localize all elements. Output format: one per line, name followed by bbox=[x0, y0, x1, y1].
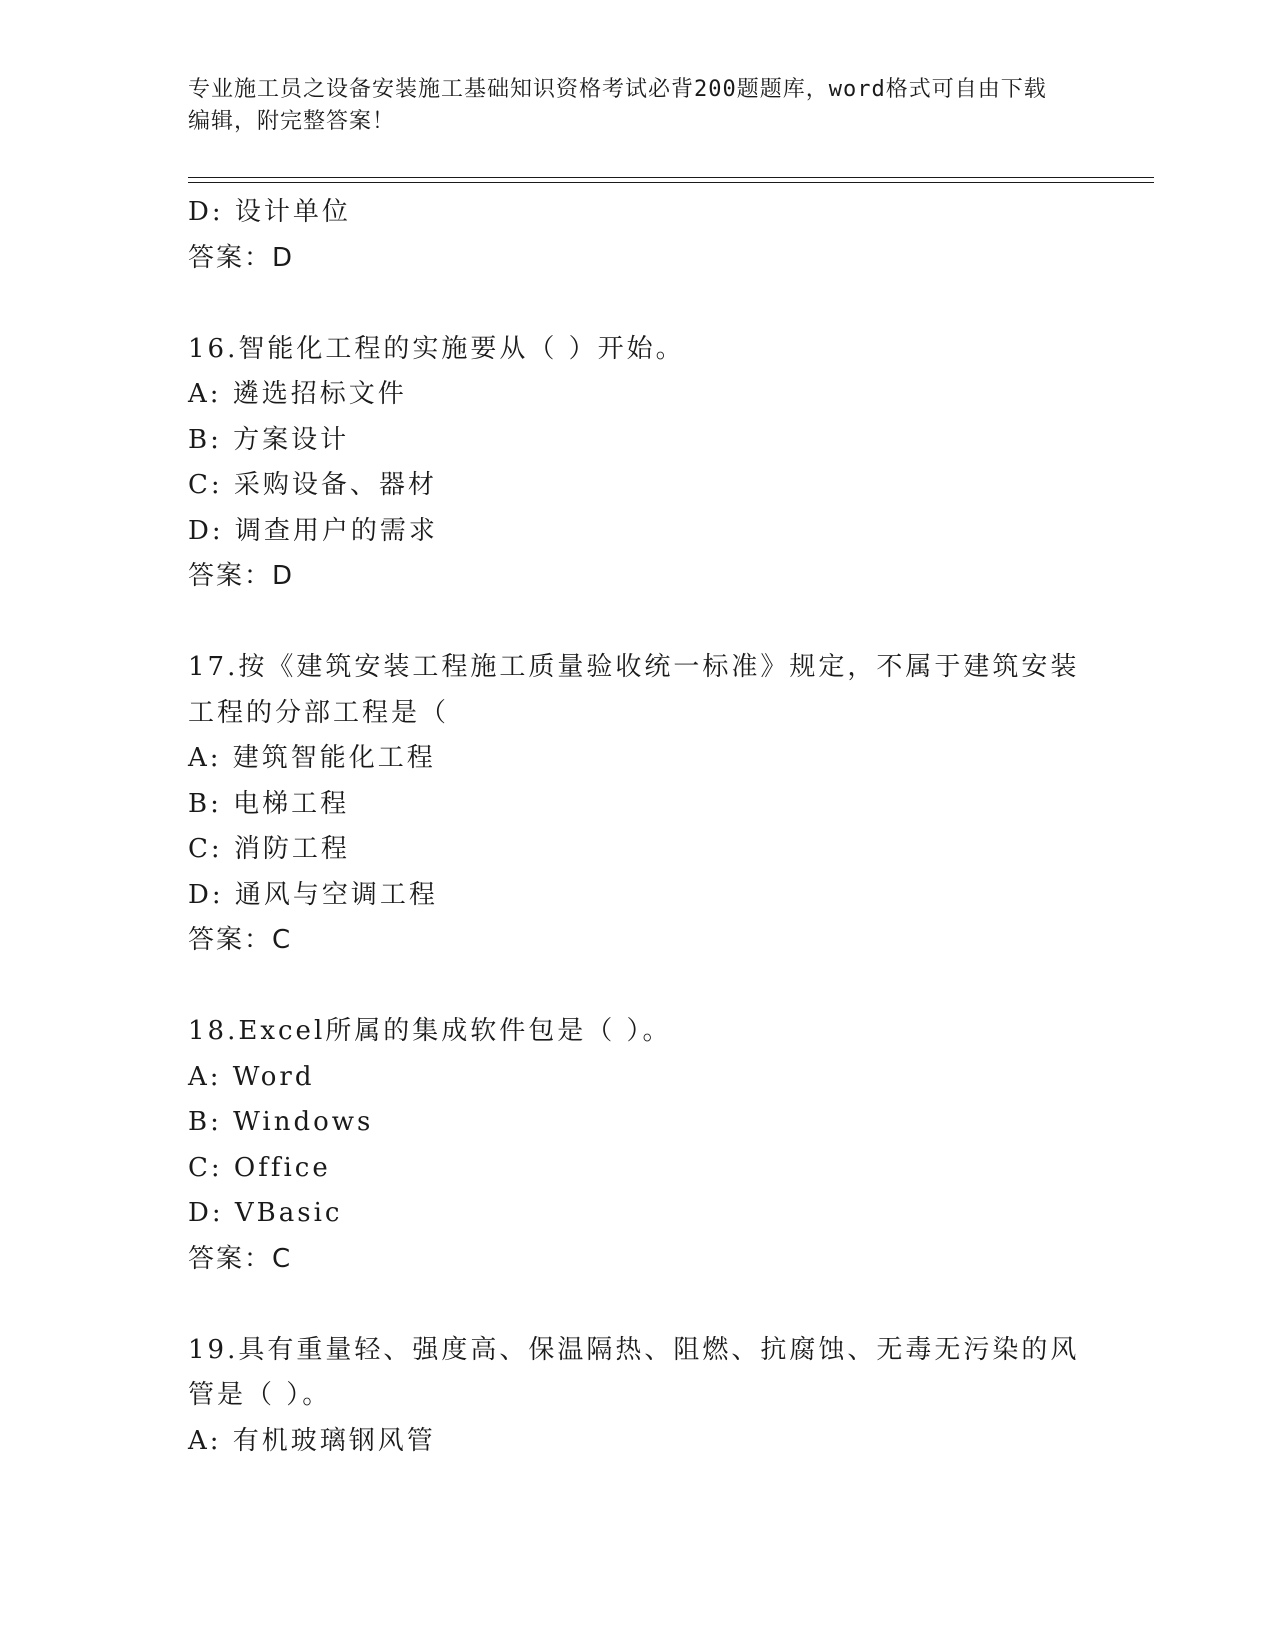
spacer bbox=[188, 1282, 1088, 1328]
answer-line: 答案：C bbox=[188, 925, 293, 955]
spacer bbox=[188, 600, 1088, 646]
option-b: B: 方案设计 bbox=[188, 424, 350, 455]
answer-line: 答案：D bbox=[188, 561, 295, 591]
option-d: D: VBasic bbox=[188, 1198, 343, 1228]
option-a: A: Word bbox=[188, 1061, 315, 1092]
question-18 bbox=[188, 1009, 1088, 1282]
header-rule-top bbox=[188, 177, 1154, 178]
question-16 bbox=[188, 327, 1088, 600]
document-header bbox=[188, 74, 1068, 138]
option-c: C: Office bbox=[188, 1152, 331, 1183]
spacer bbox=[188, 281, 1088, 327]
option-c: C: 采购设备、器材 bbox=[188, 470, 437, 500]
answer-line: 答案：C bbox=[188, 1243, 293, 1274]
option-b: B: Windows bbox=[188, 1107, 374, 1137]
question-stem: 18.Excel所属的集成软件包是（ ）。 bbox=[188, 1016, 672, 1046]
option-a: A: 建筑智能化工程 bbox=[188, 743, 436, 773]
option-a: A: 有机玻璃钢风管 bbox=[188, 1425, 436, 1456]
answer-line: 答案：D bbox=[188, 242, 295, 273]
question-17 bbox=[188, 645, 1088, 964]
question-stem: 16.智能化工程的实施要从（ ）开始。 bbox=[188, 333, 685, 364]
header-title: 专业施工员之设备安装施工基础知识资格考试必背200题题库，word格式可自由下载编辑，附完整答案！ bbox=[188, 77, 1047, 134]
question-19 bbox=[188, 1328, 1088, 1465]
option-c: C: 消防工程 bbox=[188, 834, 350, 864]
question-stem: 17.按《建筑安装工程施工质量验收统一标准》规定，不属于建筑安装工程的分部工程是（ bbox=[188, 652, 1080, 728]
option-b: B: 电梯工程 bbox=[188, 788, 350, 819]
option-d: D: 设计单位 bbox=[188, 197, 351, 227]
option-d: D: 通风与空调工程 bbox=[188, 879, 438, 910]
question-list bbox=[188, 190, 1088, 1464]
option-d: D: 调查用户的需求 bbox=[188, 515, 438, 546]
option-a: A: 遴选招标文件 bbox=[188, 379, 407, 409]
question-stem: 19.具有重量轻、强度高、保温隔热、阻燃、抗腐蚀、无毒无污染的风管是（ ）。 bbox=[188, 1334, 1080, 1410]
header-rule-bottom bbox=[188, 182, 1154, 183]
spacer bbox=[188, 964, 1088, 1010]
